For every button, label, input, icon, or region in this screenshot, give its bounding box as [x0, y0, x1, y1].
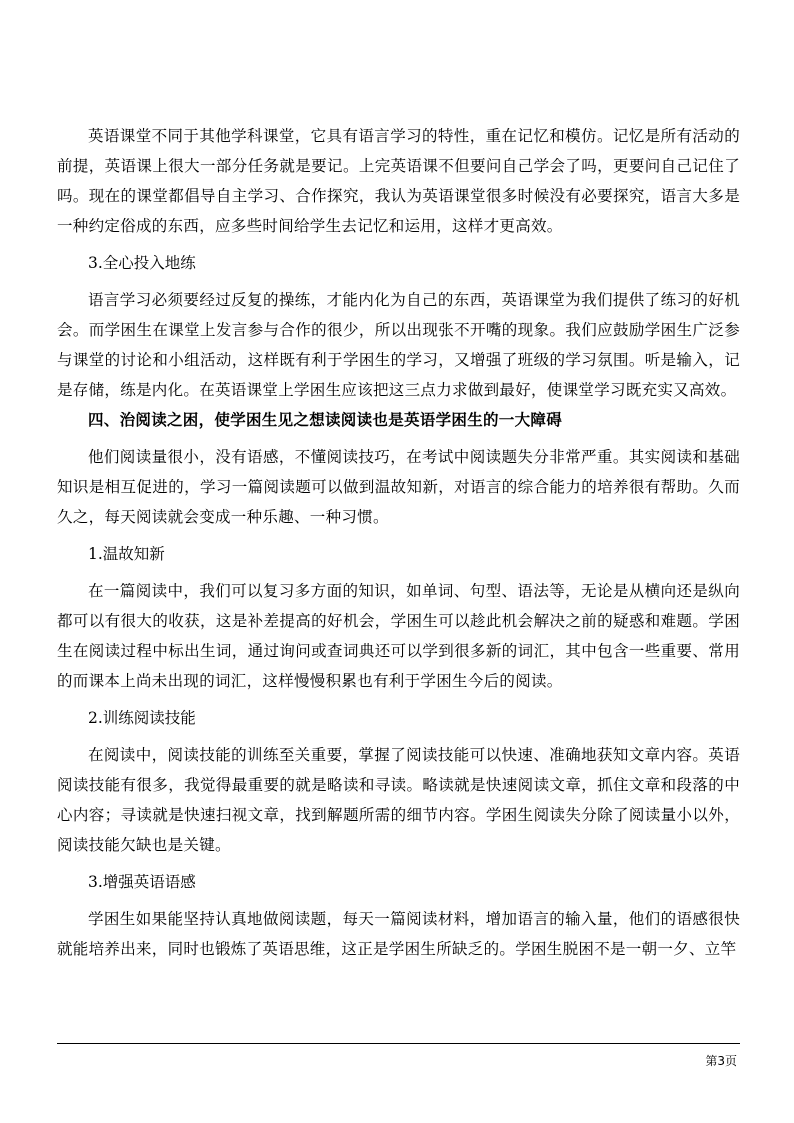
- subheading: 3.增强英语语感: [88, 873, 196, 891]
- subheading: 3.全心投入地练: [88, 254, 196, 272]
- subheading: 1.温故知新: [88, 545, 165, 563]
- paragraph: 在一篇阅读中，我们可以复习多方面的知识，如单词、句型、语法等，无论是从横向还是纵向都可以有很大的收获，这是补差提高的好机会，学困生可以趁此机会解决之前的疑惑和难题。学困生在阅读过程中标出生词，通过询问或查词典还可以学到很多新的词汇，其中包含一些重要、常用的而课本上尚未出现的词汇，这样慢慢积累也有利于学困生今后的阅读。: [57, 582, 740, 690]
- page-number: 第3页: [705, 1054, 737, 1068]
- paragraph: 英语课堂不同于其他学科课堂，它具有语言学习的特性，重在记忆和模仿。记忆是所有活动的前提，英语课上很大一部分任务就是要记。上完英语课不但要问自己学会了吗，更要问自己记住了吗。现在的课堂都倡导自主学习、合作探究，我认为英语课堂很多时候没有必要探究，语言大多是一种约定俗成的东西，应多些时间给学生去记忆和运用，这样才更高效。: [57, 127, 740, 235]
- paragraph: 语言学习必须要经过反复的操练，才能内化为自己的东西，英语课堂为我们提供了练习的好机会。而学困生在课堂上发言参与合作的很少，所以出现张不开嘴的现象。我们应鼓励学困生广泛参与课堂的讨论和小组活动，这样既有利于学困生的学习，又增强了班级的学习氛围。听是输入，记是存储，练是内化。在英语课堂上学困生应该把这三点力求做到最好，使课堂学习既充实又高效。: [57, 291, 740, 399]
- document-body: [57, 121, 740, 971]
- section-heading: 四、治阅读之困，使学困生见之想读阅读也是英语学困生的一大障碍: [88, 410, 563, 429]
- paragraph: 他们阅读量很小，没有语感，不懂阅读技巧，在考试中阅读题失分非常严重。其实阅读和基础知识是相互促进的，学习一篇阅读题可以做到温故知新，对语言的综合能力的培养很有帮助。久而久之，每天阅读就会变成一种乐趣、一种习惯。: [57, 448, 740, 526]
- paragraph: 学困生如果能坚持认真地做阅读题，每天一篇阅读材料，增加语言的输入量，他们的语感很快就能培养出来，同时也锻炼了英语思维，这正是学困生所缺乏的。学困生脱困不是一朝一夕、立竿: [57, 910, 740, 958]
- subheading: 2.训练阅读技能: [88, 709, 196, 727]
- paragraph: 在阅读中，阅读技能的训练至关重要，掌握了阅读技能可以快速、准确地获知文章内容。英语阅读技能有很多，我觉得最重要的就是略读和寻读。略读就是快速阅读文章，抓住文章和段落的中心内容；寻读就是快速扫视文章，找到解题所需的细节内容。学困生阅读失分除了阅读量小以外，阅读技能欠缺也是关键。: [57, 746, 740, 854]
- footer-divider: [57, 1043, 740, 1044]
